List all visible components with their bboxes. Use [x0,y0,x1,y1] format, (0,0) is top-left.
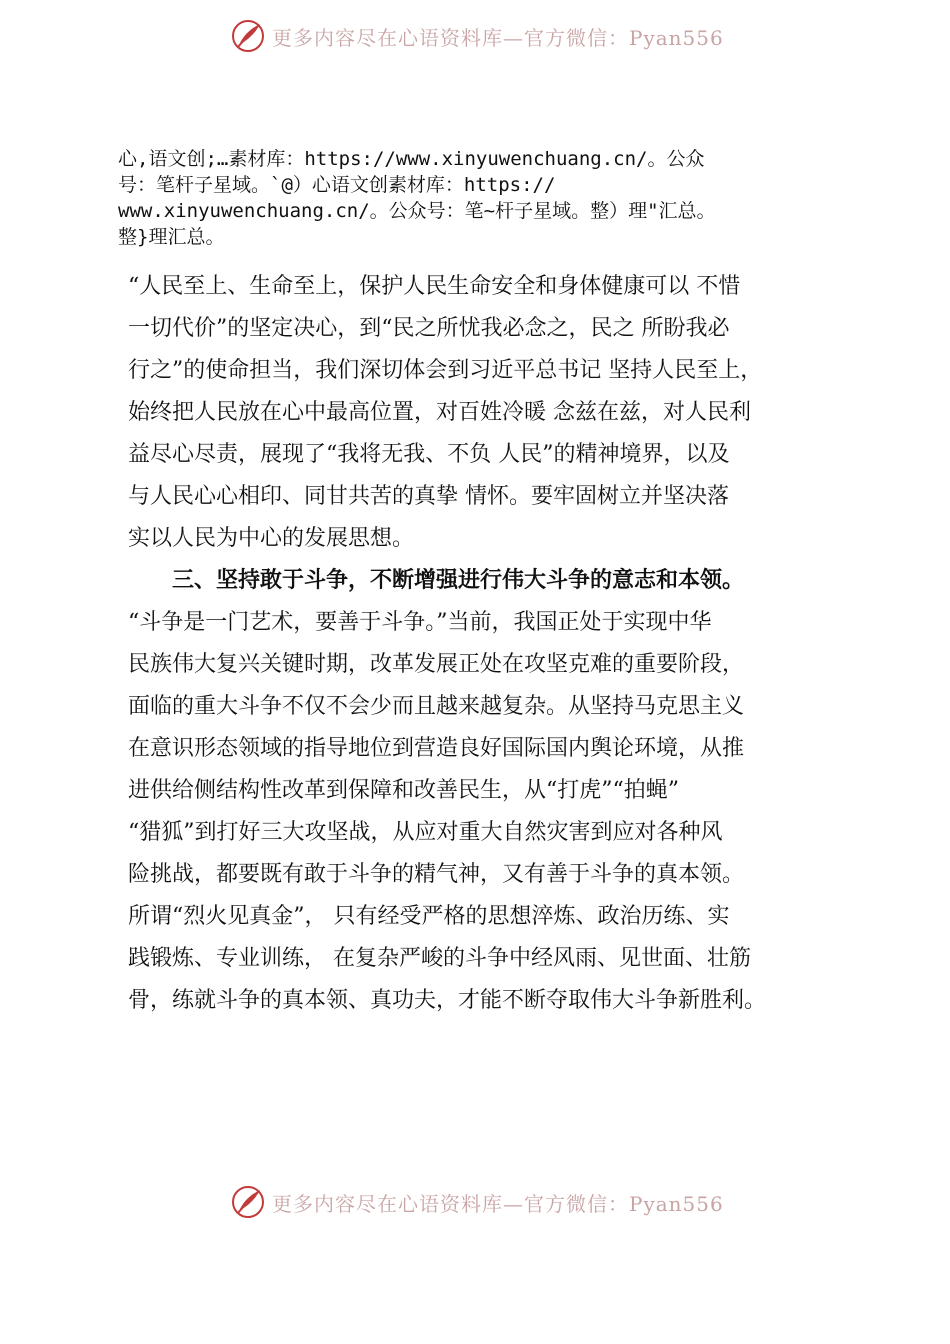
text-line: 始终把人民放在心中最高位置，对百姓冷暖 念兹在兹，对人民利 [128,400,751,425]
document-body [128,266,858,1022]
text-line: 所谓“烈火见真金”， 只有经受严格的思想淬炼、政治历练、实 [128,904,730,929]
text-line: “斗争是一门艺术，要善于斗争。”当前，我国正处于实现中华 [128,610,712,635]
text-line: “猎狐”到打好三大攻坚战，从应对重大自然灾害到应对各种风 [128,820,723,845]
text-line: 实以人民为中心的发展思想。 [128,526,415,551]
text-line: 民族伟大复兴关键时期，改革发展正处在攻坚克难的重要阶段， [128,652,745,677]
text-line: 践锻炼、专业训练， 在复杂严峻的斗争中经风雨、见世面、壮筋 [128,946,751,971]
text-line: “人民至上、生命至上，保护人民生命安全和身体健康可以 不惜 [128,274,741,299]
section-heading: 三、坚持敢于斗争，不断增强进行伟大斗争的意志和本领。 [172,568,745,593]
watermark-text: 更多内容尽在心语资料库—官方微信：Pyan556 [272,1191,724,1216]
noise-line: 整}理汇总。 [118,226,225,248]
text-line: 面临的重大斗争不仅不会少而且越来越复杂。从坚持马克思主义 [128,694,745,719]
noise-line: 心,语文创;…素材库：https://www.xinyuwenchuang.cn/。公众 [118,148,705,170]
paragraph-2 [128,602,858,1022]
header-watermark-banner [230,16,750,56]
text-line: 骨，练就斗争的真本领、真功夫，才能不断夺取伟大斗争新胜利。 [128,988,767,1013]
text-line: 险挑战，都要既有敢于斗争的精气神，又有善于斗争的真本领。 [128,862,745,887]
quill-seal-icon [230,18,266,54]
noise-line: 号：笔杆子星域。`@）心语文创素材库：https:// [118,174,556,196]
text-line: 进供给侧结构性改革到保障和改善民生，从“打虎”“拍蝇” [128,778,679,803]
noise-line: www.xinyuwenchuang.cn/。公众号：笔~杆子星域。整）理"汇总。 [118,200,716,222]
text-line: 行之”的使命担当，我们深切体会到习近平总书记 坚持人民至上， [128,358,763,383]
watermark-text: 更多内容尽在心语资料库—官方微信：Pyan556 [272,25,724,50]
text-line: 一切代价”的坚定决心，到“民之所忧我必念之，民之 所盼我必 [128,316,730,341]
text-line: 益尽心尽责，展现了“我将无我、不负 人民”的精神境界，以及 [128,442,730,467]
footer-watermark-banner [230,1182,750,1222]
quill-seal-icon [230,1184,266,1220]
text-line: 与人民心心相印、同甘共苦的真挚 情怀。要牢固树立并坚决落 [128,484,729,509]
text-line: 在意识形态领域的指导地位到营造良好国际国内舆论环境，从推 [128,736,745,761]
watermark-noise-text [118,146,858,250]
paragraph-1 [128,266,858,560]
